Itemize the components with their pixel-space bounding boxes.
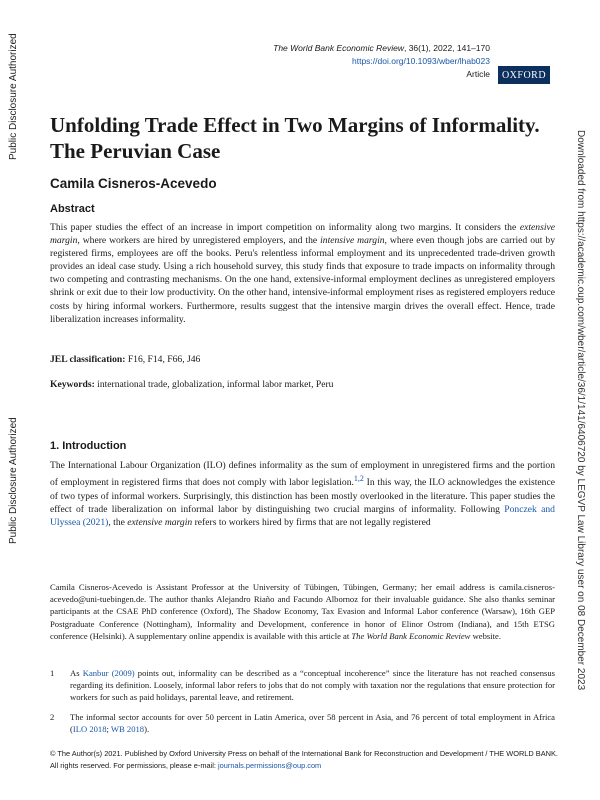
author-affiliation-note: Camila Cisneros-Acevedo is Assistant Professor at the University of Tübingen, Tübingen, Germany; her email address is camila.cisneros-acevedo@uni-tuebingen.de. The author thanks Alejandro Riaño and Facundo Albornoz for their invaluable guidance. She also thanks seminar participants at the CSAE PhD conference (Oxford), The Shadow Economy, Tax Evasion and Informal Labor conference (Warsaw), 16th GEP Postgraduate Conference (Nottingham), Informality and Development, conference in honor of Elinor Ostrom (Indiana), and 15th ETSG conference (Helsinki). A supplementary online appendix is available with this article at The World Bank Economic Review website. [50,582,555,641]
public-disclosure-label-middle [8,368,20,548]
citation-link[interactable]: ILO 2018 [72,724,107,735]
journal-header [50,42,550,88]
footnote-number: 1 [50,668,55,678]
keywords [50,378,555,391]
abstract-text: This paper studies the effect of an increase in import competition on informality along two margins. It considers the extensive margin, where workers are hired by unregistered employers, and the intensive margin, where even though jobs are carried out by registered firms, employees are off the books. Peru's relentless informal employment and its unprecedented trade-driven growth provides an ideal case study. Using a rich household survey, this study finds that exposure to trade impacts on informality through two competing and contrasting mechanisms. On the one hand, extensive-informal employment declines as unregistered employers shrink or exit due to their low productivity. On the other hand, intensive-informal employment rises as registered employers reduce costs by hiring informal workers. Furthermore, results suggest that the intensive margin drives the overall effect. Hence, trade liberalization increases informality. [50,222,556,325]
journal-citation-block [273,42,490,81]
paper-title: Unfolding Trade Effect in Two Margins of Informality. The Peruvian Case [50,113,540,163]
journal-name: The World Bank Economic Review [273,43,404,53]
copyright-line: © The Author(s) 2021. Published by Oxford University Press on behalf of the International Bank for Reconstruction and Development / THE WORLD BANK. [50,749,558,758]
abstract-heading: Abstract [50,203,95,215]
footnote-1 [50,667,555,704]
doi-link[interactable]: https://doi.org/10.1093/wber/lhab023 [352,56,490,66]
download-notice-text: Downloaded from https://academic.oup.com/wber/article/36/1/141/6406720 by LEGVP Law Library user on 08 December 2023 [575,130,586,691]
public-disclosure-text-top: Public Disclosure Authorized [8,33,19,160]
article-type: Article [466,69,490,79]
public-disclosure-label-top [8,8,20,168]
jel-codes: F16, F14, F66, J46 [125,354,201,365]
citation-link[interactable]: Ponczek and Ulyssea (2021) [50,504,555,529]
jel-label: JEL classification: [50,354,126,365]
citation-link[interactable]: WB 2018 [110,724,145,735]
footnote-text: The informal sector accounts for over 50 percent in Latin America, over 58 percent in Asia, and 76 percent of total employment in Africa (ILO 2018; WB 2018). [70,712,555,735]
jel-classification [50,353,555,366]
download-notice [574,130,586,780]
author-name: Camila Cisneros-Acevedo [50,176,217,191]
copyright-footer [50,748,570,771]
footnote-2 [50,711,555,735]
journal-volume: , 36(1), 2022, 141–170 [403,43,490,53]
keywords-list: international trade, globalization, informal labor market, Peru [94,379,334,390]
introduction-text: The International Labour Organization (ILO) defines informality as the sum of employment in unregistered firms and the portion of employment in registered firms that does not comply with labor legislation.$^{1,2}$ In this way, the ILO acknowledges the existence of two types of informal workers. Surprisingly, this distinction has been mostly overlooked in the literature. This paper studies the effect of trade liberalization on informal labor by distinguishing two crucial margins of informality. Following Ponczek and Ulyssea (2021), the extensive margin refers to workers hired by firms that are not legally registered [50,460,555,529]
keywords-label: Keywords: [50,379,95,390]
section-heading-introduction: 1. Introduction [50,440,127,452]
public-disclosure-text-middle: Public Disclosure Authorized [8,417,19,544]
journal-citation [273,42,490,55]
footnote-number: 2 [50,712,55,722]
oxford-logo: OXFORD [498,66,550,84]
footnote-ref[interactable]: 1,2 [353,474,364,484]
citation-link[interactable]: Kanbur (2009) [82,668,135,678]
permissions-email-link[interactable]: journals.permissions@oup.com [218,760,322,770]
footnote-text: As Kanbur (2009) points out, informality can be described as a “conceptual incoherence” since the literature has not reached consensus regarding its definition. Loosely, informal labor refers to jobs that do not comply with taxation nor the regulations that ensure protection for workers for such as paid holidays, parental leave, and retirement. [70,668,555,703]
permissions-line: All rights reserved. For permissions, please e-mail: journals.permissions@oup.com [50,760,322,770]
